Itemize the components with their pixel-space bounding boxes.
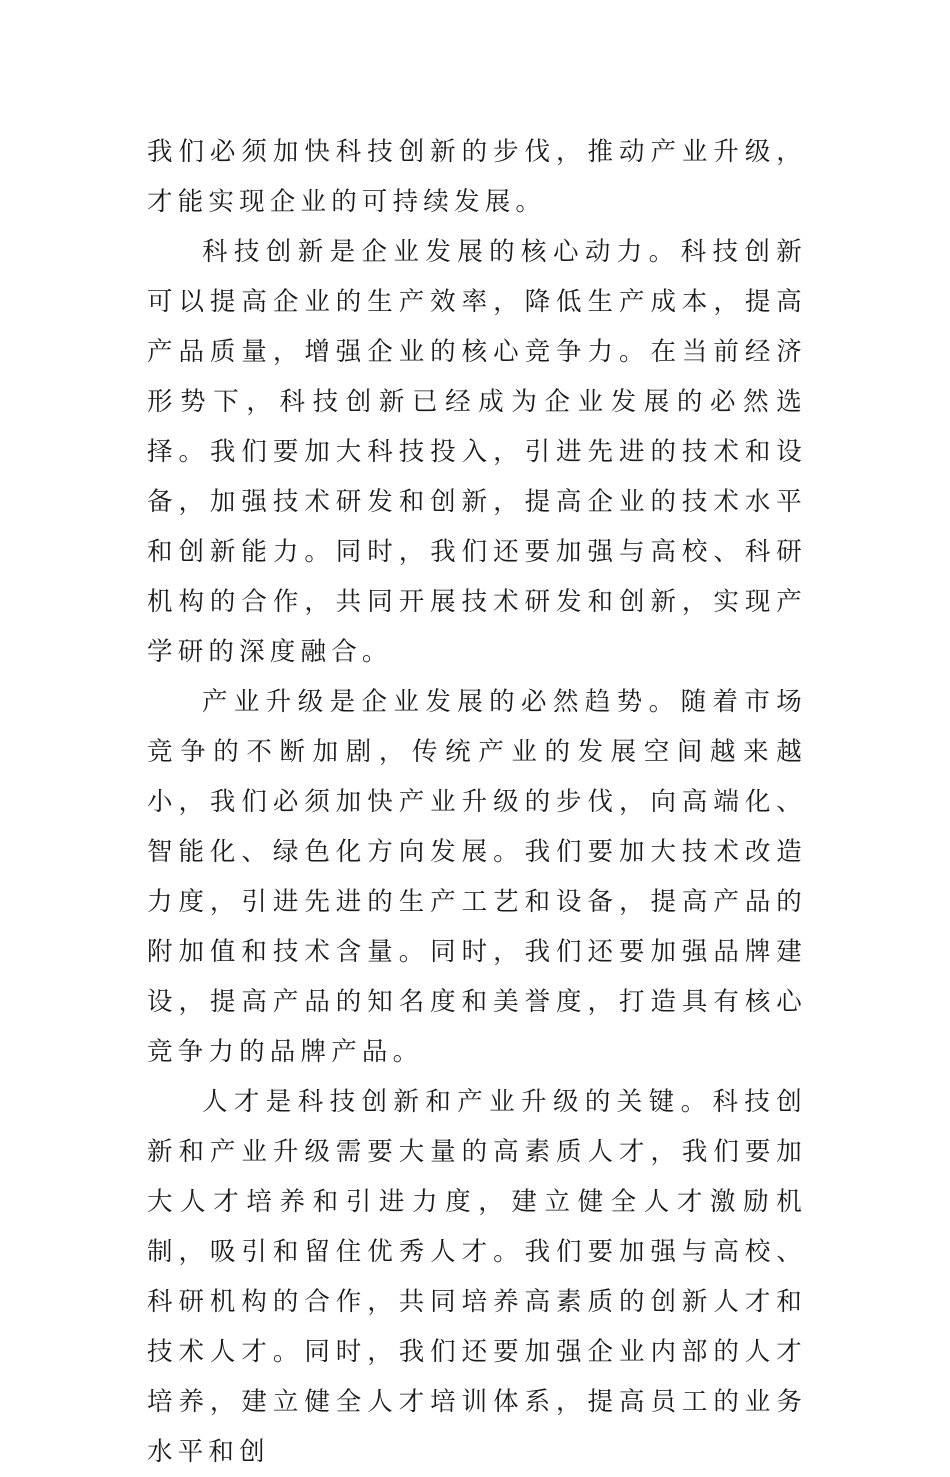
paragraph-tech-innovation: 科技创新是企业发展的核心动力。科技创新可以提高企业的生产效率，降低生产成本，提高产品质量，增强企业的核心竞争力。在当前经济形势下，科技创新已经成为企业发展的必然选择。我们要加大科技投入，引进先进的技术和设备，加强技术研发和创新，提高企业的技术水平和创新能力。同时，我们还要加强与高校、科研机构的合作，共同开展技术研发和创新，实现产学研的深度融合。 bbox=[147, 237, 807, 667]
paragraph-talent: 人才是科技创新和产业升级的关键。科技创新和产业升级需要大量的高素质人才，我们要加大人才培养和引进力度，建立健全人才激励机制，吸引和留住优秀人才。我们要加强与高校、科研机构的合作，共同培养高素质的创新人才和技术人才。同时，我们还要加强企业内部的人才培养，建立健全人才培训体系，提高员工的业务水平和创 bbox=[147, 1087, 807, 1467]
body-text bbox=[147, 127, 807, 1477]
paragraph-industry-upgrade: 产业升级是企业发展的必然趋势。随着市场竞争的不断加剧，传统产业的发展空间越来越小，我们必须加快产业升级的步伐，向高端化、智能化、绿色化方向发展。我们要加大技术改造力度，引进先进的生产工艺和设备，提高产品的附加值和技术含量。同时，我们还要加强品牌建设，提高产品的知名度和美誉度，打造具有核心竞争力的品牌产品。 bbox=[147, 687, 807, 1067]
paragraph-continuation: 我们必须加快科技创新的步伐，推动产业升级，才能实现企业的可持续发展。 bbox=[147, 137, 807, 217]
